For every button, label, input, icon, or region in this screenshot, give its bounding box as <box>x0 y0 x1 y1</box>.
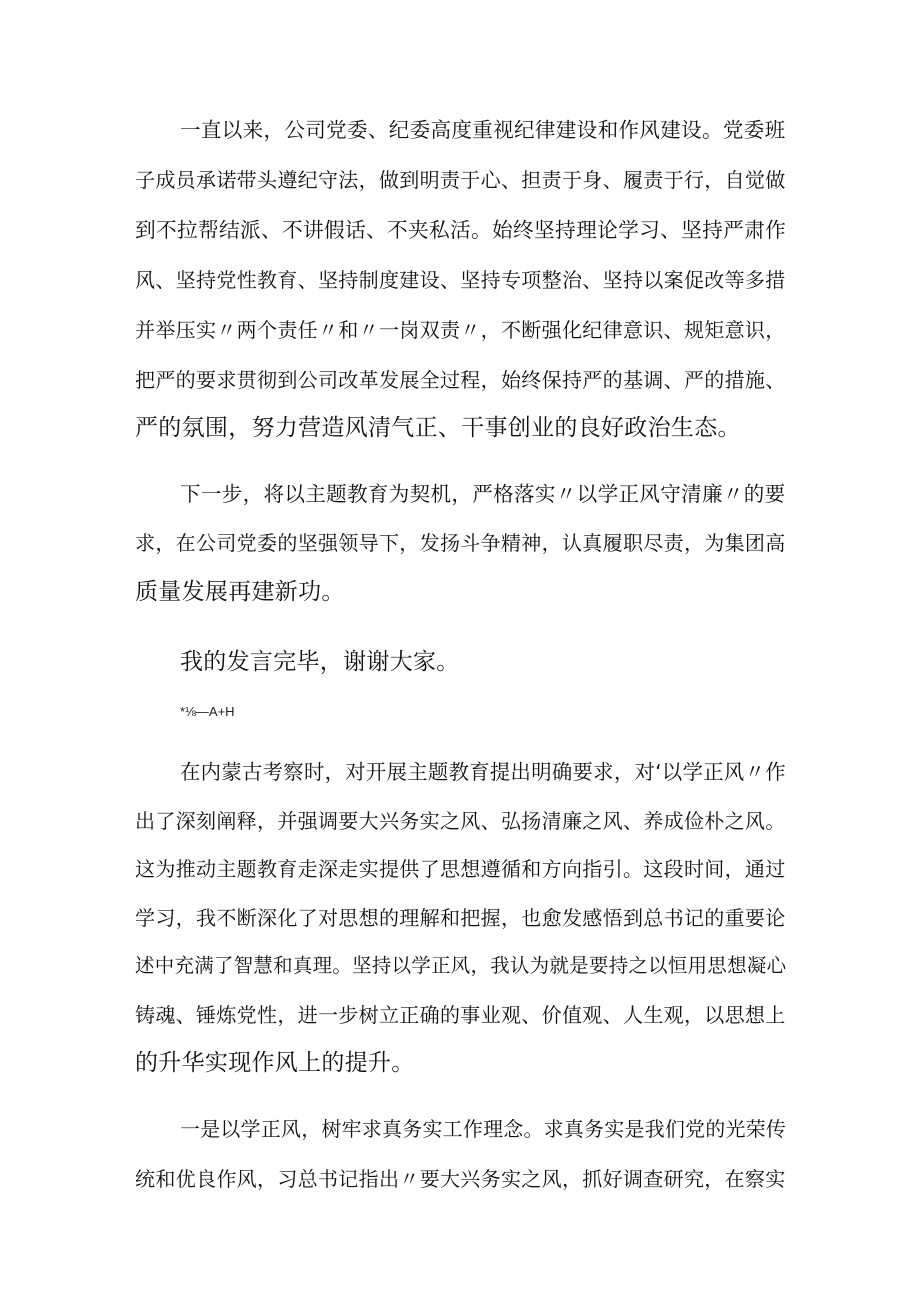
p1-line-6: 把严的要求贯彻到公司改革发展全过程，始终保持严的基调、严的措施、 <box>135 368 786 392</box>
p1-line-7: 严的氛围，努力营造风清气正、干事创业的良好政治生态。 <box>135 415 741 441</box>
p2-line-1: 下一步，将以主题教育为契机，严格落实〃以学正风守清廉〃的要 <box>180 482 786 506</box>
p4-line-7: 的升华实现作风上的提升。 <box>135 1050 415 1076</box>
p4-line-5: 述中充满了智慧和真理。坚持以学正风，我认为就是要持之以恒用思想凝心 <box>135 954 787 977</box>
p2-line-2: 求，在公司党委的坚强领导下，发扬斗争精神，认真履职尽责，为集团高 <box>135 531 786 555</box>
p4-line-4: 学习，我不断深化了对思想的理解和把握，也愈发感悟到总书记的重要论 <box>135 906 786 930</box>
closing-remark: 我的发言完毕，谢谢大家。 <box>180 649 460 675</box>
p4-line-1: 在内蒙古考察时，对开展主题教育提出明确要求，对‘以学正风〃作 <box>180 760 786 784</box>
p5-line-1: 一是以学正风，树牢求真务实工作理念。求真务实是我们党的光荣传 <box>180 1118 787 1141</box>
p1-line-1: 一直以来，公司党委、纪委高度重视纪律建设和作风建设。党委班 <box>180 118 786 142</box>
p1-line-5: 并举压实〃两个责任〃和〃一岗双责〃，不断强化纪律意识、规矩意识， <box>135 318 786 342</box>
p1-line-3: 到不拉帮结派、不讲假话、不夹私活。始终坚持理论学习、坚持严肃作 <box>135 218 787 242</box>
p4-line-6: 铸魂、锤炼党性，进一步树立正确的事业观、价值观、人生观，以思想上 <box>135 1003 786 1027</box>
separator-note: *⅛—A+H <box>180 704 235 719</box>
p4-line-3: 这为推动主题教育走深走实提供了思想遵循和方向指引。这段时间，通过 <box>135 857 786 881</box>
p5-line-2: 统和优良作风，习总书记指出〃要大兴务实之风，抓好调查研究，在察实 <box>135 1167 786 1191</box>
p4-line-2: 出了深刻阐释，并强调要大兴务实之风、弘扬清廉之风、养成俭朴之风。 <box>135 809 786 833</box>
p1-line-4: 风、坚持党性教育、坚持制度建设、坚持专项整治、坚持以案促改等多措 <box>135 268 786 292</box>
p1-line-2: 子成员承诺带头遵纪守法，做到明责于心、担责于身、履责于行，自觉做 <box>135 168 786 192</box>
p2-line-3: 质量发展再建新功。 <box>135 579 345 605</box>
